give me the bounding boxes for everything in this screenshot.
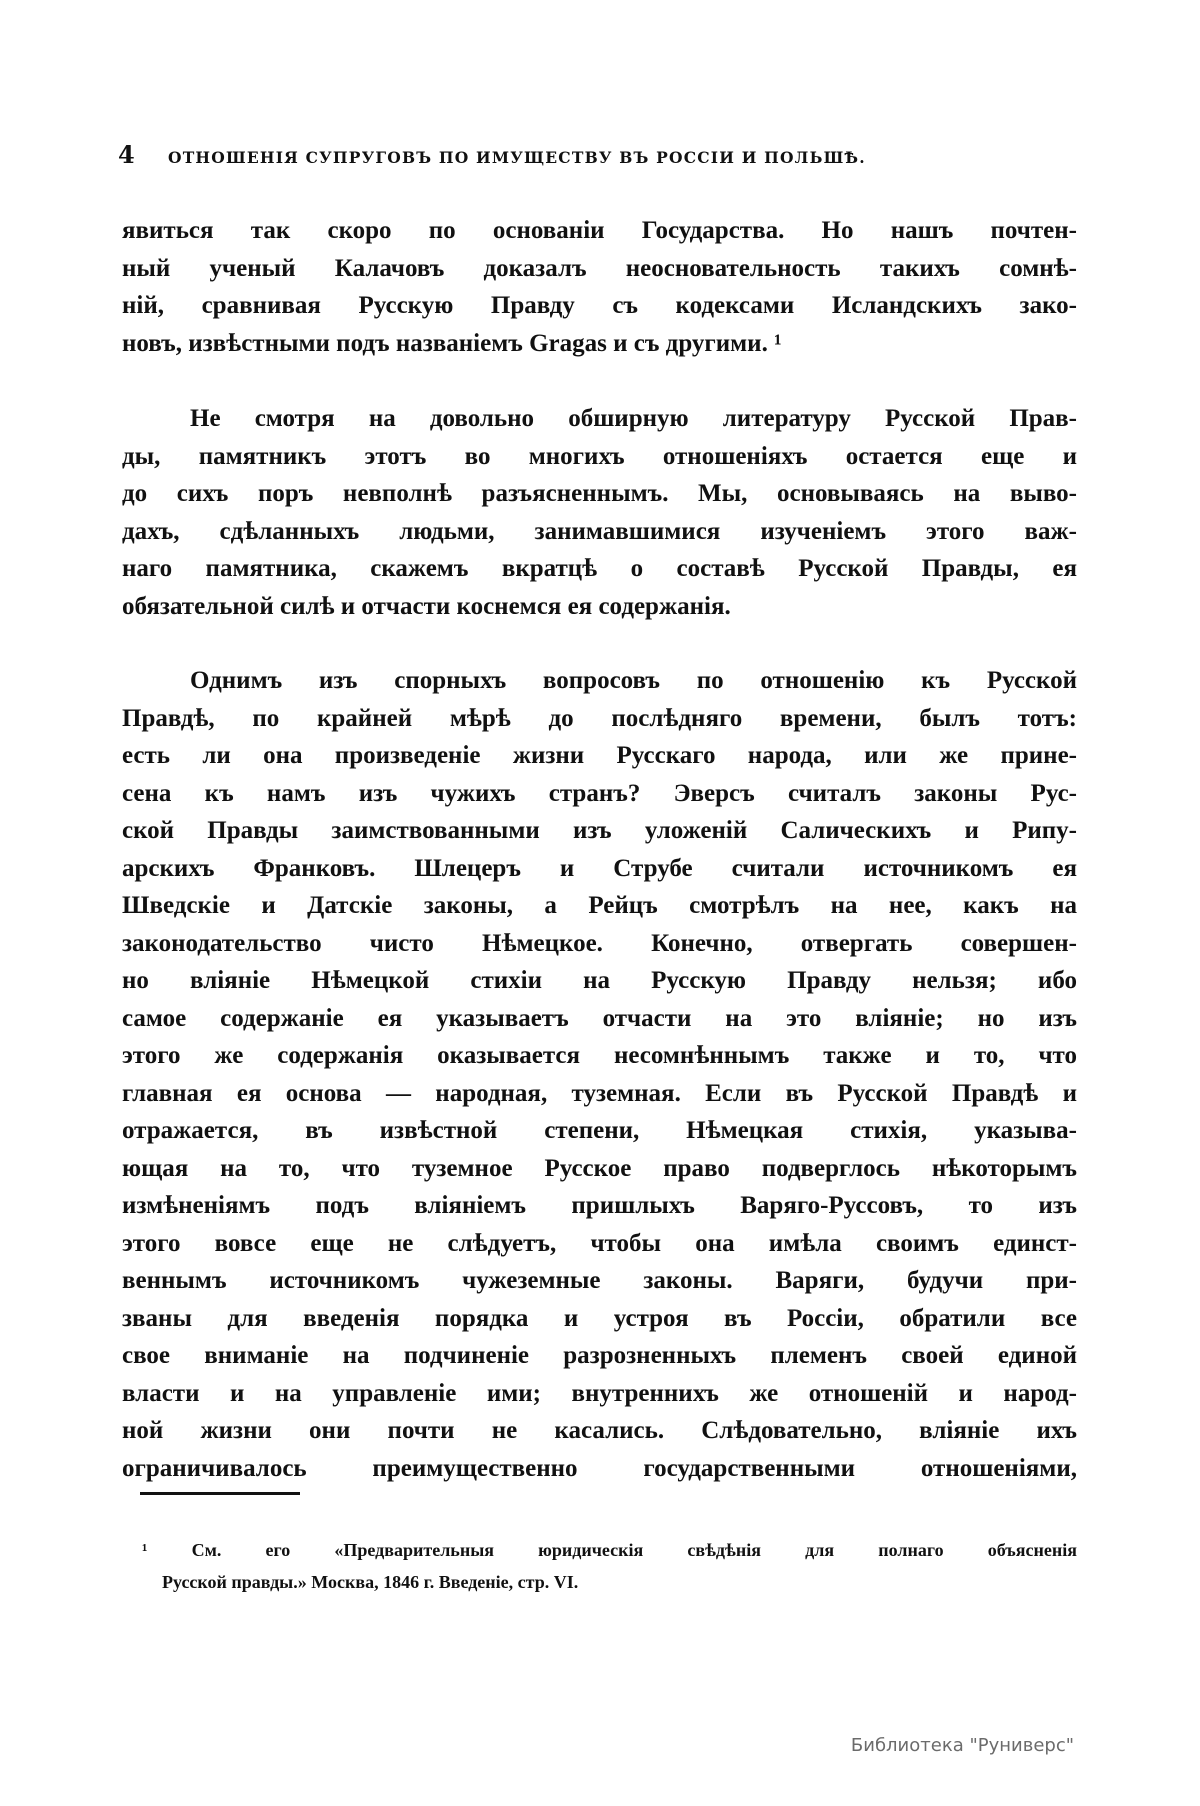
footnote-line: Русской правды.» Москва, 1846 г. Введеніе, стр. VI. — [162, 1572, 579, 1592]
paragraph — [122, 212, 1077, 362]
text-line: но вліяніе Нѣмецкой стихіи на Русскую Правду нельзя; ибо — [122, 967, 1077, 994]
library-watermark: Библиотека "Руниверс" — [850, 1735, 1074, 1756]
text-line: ограничивалось преимущественно государственными отношеніями, — [122, 1454, 1077, 1482]
text-line: явиться так скоро по основаніи Государства. Но нашъ почтен- — [122, 217, 1077, 244]
text-line: главная ея основа — народная, туземная. Если въ Русской Правдѣ и — [122, 1079, 1077, 1107]
text-line: обязательной силѣ и отчасти коснемся ея содержанія. — [122, 592, 731, 620]
text-line: Шведскіе и Датскіе законы, а Рейцъ смотрѣлъ на нее, какъ на — [122, 892, 1077, 919]
text-line: власти и на управленіе ими; внутреннихъ же отношеній и народ- — [122, 1379, 1077, 1407]
footnote — [142, 1534, 1077, 1598]
footnote-divider — [140, 1492, 300, 1495]
text-line: Не смотря на довольно обширную литературу Русской Прав- — [190, 405, 1077, 432]
text-line: есть ли она произведеніе жизни Русскаго народа, или же прине- — [122, 742, 1077, 769]
text-line: законодательство чисто Нѣмецкое. Конечно, отвергать совершен- — [122, 929, 1077, 957]
text-line: ющая на то, что туземное Русское право подверглось нѣкоторымъ — [122, 1154, 1077, 1182]
text-line: наго памятника, скажемъ вкратцѣ о составѣ Русской Правды, ея — [122, 555, 1077, 582]
text-line: ній, сравнивая Русскую Правду съ кодексами Исландскихъ зако- — [122, 292, 1077, 319]
page-header — [118, 140, 1078, 180]
text-line: до сихъ поръ невполнѣ разъясненнымъ. Мы, основываясь на выво- — [122, 480, 1077, 507]
text-line: арскихъ Франковъ. Шлецеръ и Струбе считали источникомъ ея — [122, 854, 1077, 882]
text-line: веннымъ источникомъ чужеземные законы. Варяги, будучи при- — [122, 1267, 1077, 1294]
text-line: самое содержаніе ея указываетъ отчасти на это вліяніе; но изъ — [122, 1004, 1077, 1032]
text-line: отражается, въ извѣстной степени, Нѣмецкая стихія, указыва- — [122, 1117, 1077, 1144]
paragraph — [122, 400, 1077, 625]
text-line: ной жизни они почти не касались. Слѣдовательно, вліяніе ихъ — [122, 1417, 1077, 1444]
text-line: Однимъ изъ спорныхъ вопросовъ по отношенію къ Русской — [190, 667, 1077, 694]
text-line: свое вниманіе на подчиненіе разрозненныхъ племенъ своей единой — [122, 1342, 1077, 1369]
text-line: ской Правды заимствованными изъ уложеній Салическихъ и Рипу- — [122, 817, 1077, 844]
text-line: званы для введенія порядка и устроя въ Россіи, обратили все — [122, 1304, 1077, 1332]
text-line: измѣненіямъ подъ вліяніемъ пришлыхъ Варяго-Руссовъ, то изъ — [122, 1192, 1077, 1219]
text-line: новъ, извѣстными подъ названіемъ Gragas и съ другими. ¹ — [122, 329, 782, 357]
text-line: этого вовсе еще не слѣдуетъ, чтобы она имѣла своимъ единст- — [122, 1229, 1077, 1257]
text-line: Правдѣ, по крайней мѣрѣ до послѣдняго времени, былъ тотъ: — [122, 704, 1077, 732]
text-line: ный ученый Калачовъ доказалъ неосновательность такихъ сомнѣ- — [122, 254, 1077, 282]
page-number: 4 — [118, 140, 135, 169]
text-line: сена къ намъ изъ чужихъ странъ? Эверсъ считалъ законы Рус- — [122, 779, 1077, 807]
paragraph — [122, 662, 1077, 1487]
text-line: дахъ, сдѣланныхъ людьми, занимавшимися изученіемъ этого важ- — [122, 517, 1077, 545]
text-line: этого же содержанія оказывается несомнѣннымъ также и то, что — [122, 1042, 1077, 1069]
footnote-line: ¹ См. его «Предварительныя юридическія свѣдѣнія для полнаго объясненія — [142, 1540, 1077, 1560]
text-line: ды, памятникъ этотъ во многихъ отношеніяхъ остается еще и — [122, 442, 1077, 470]
running-title: ОТНОШЕНІЯ СУПРУГОВЪ ПО ИМУЩЕСТВУ ВЪ РОССІИ И ПОЛЬШѢ. — [168, 148, 866, 167]
